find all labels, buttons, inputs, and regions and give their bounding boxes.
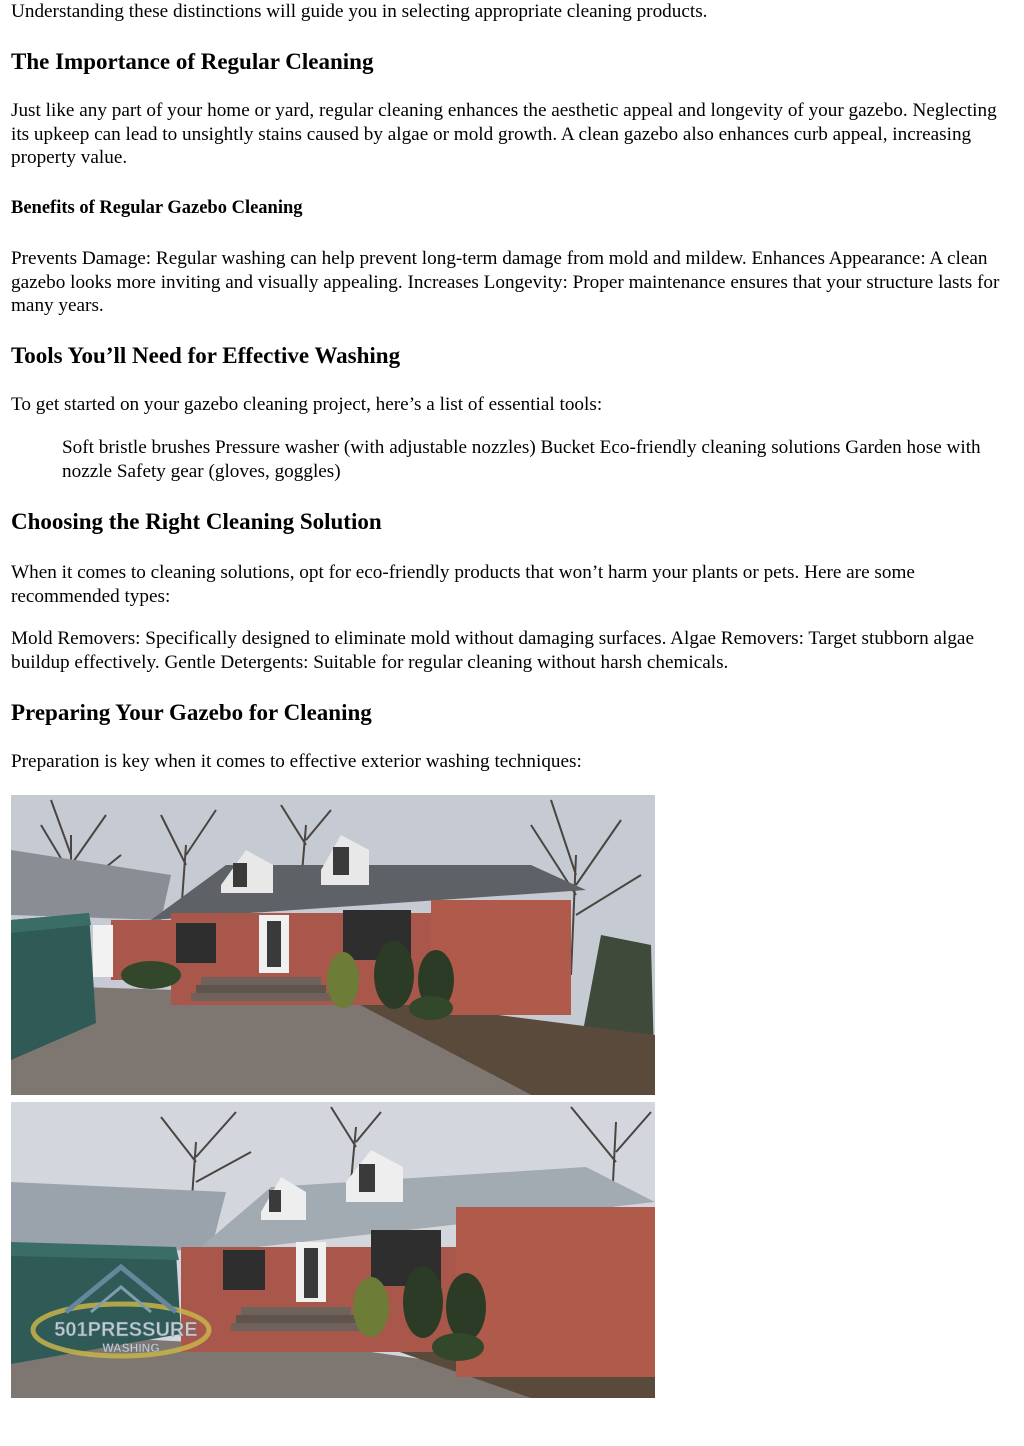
- tools-list: Soft bristle brushes Pressure washer (with adjustable nozzles) Bucket Eco-friendly cleaning solutions Garden hose with nozzle Safety gear (gloves, goggles): [62, 437, 981, 482]
- house-photo-after: [11, 1102, 655, 1398]
- heading-solution: Choosing the Right Cleaning Solution: [11, 509, 382, 534]
- paragraph-solution-intro: When it comes to cleaning solutions, opt for eco-friendly products that won’t harm your plants or pets. Here are some recommended types:: [11, 562, 915, 607]
- logo-text-bottom: WASHING: [102, 1341, 160, 1355]
- paragraph-importance: Just like any part of your home or yard, regular cleaning enhances the aesthetic appeal and longevity of your gazebo. Neglecting its upkeep can lead to unsightly stains caused by algae or mold growth. A clean gazebo also enhances curb appeal, increasing property value.: [11, 100, 997, 168]
- logo-text-top: 501PRESSURE: [54, 1319, 198, 1341]
- paragraph-solution-types: Mold Removers: Specifically designed to eliminate mold without damaging surfaces. Algae Removers: Target stubborn algae buildup effectively. Gentle Detergents: Suitable for regular cleaning without harsh chemicals.: [11, 628, 974, 673]
- intro-paragraph: Understanding these distinctions will guide you in selecting appropriate cleaning products.: [11, 1, 708, 22]
- heading-importance: The Importance of Regular Cleaning: [11, 49, 374, 74]
- heading-preparing: Preparing Your Gazebo for Cleaning: [11, 700, 372, 725]
- heading-benefits: Benefits of Regular Gazebo Cleaning: [11, 198, 303, 218]
- heading-tools: Tools You’ll Need for Effective Washing: [11, 343, 401, 368]
- house-photo-before: [11, 795, 655, 1095]
- paragraph-preparing-intro: Preparation is key when it comes to effective exterior washing techniques:: [11, 751, 582, 772]
- paragraph-benefits: Prevents Damage: Regular washing can help prevent long-term damage from mold and mildew. Enhances Appearance: A clean gazebo looks more inviting and visually appealing. Increases Longevity: Proper maintenance ensures that your structure lasts for many years.: [11, 248, 1000, 316]
- paragraph-tools-intro: To get started on your gazebo cleaning project, here’s a list of essential tools:: [11, 394, 603, 415]
